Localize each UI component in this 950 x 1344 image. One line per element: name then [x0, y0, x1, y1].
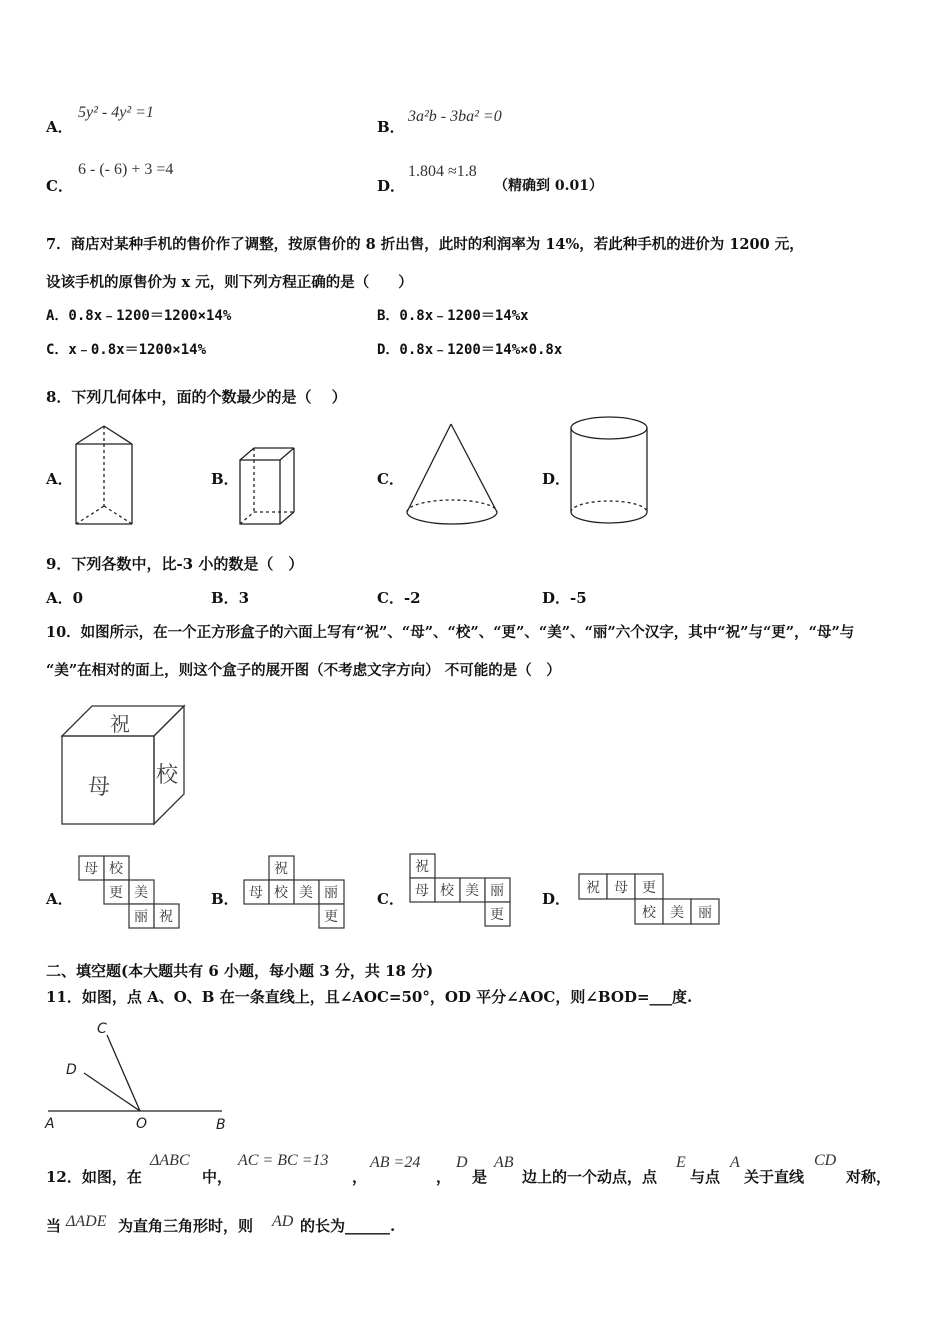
triangular-prism-figure [70, 420, 138, 528]
net-c-char: 丽 [490, 883, 504, 899]
q8-stem: 8．下列几何体中，面的个数最少的是（ ） [46, 388, 347, 406]
q12-point-a: A [730, 1154, 740, 1171]
q10-stem-line2: “美”在相对的面上，则这个盒子的展开图（不考虑文字方向） 不可能的是（ ） [46, 662, 561, 679]
q6-option-b-expr: 3a²b - 3ba² =0 [408, 108, 502, 125]
q12-comma-1: ， [352, 1168, 368, 1186]
q12-segment-ab: AB [494, 1154, 514, 1171]
q12-segment-ad: AD [272, 1213, 294, 1230]
net-c-char: 祝 [415, 859, 429, 875]
q10-label-c: C． [377, 890, 404, 908]
cylinder-figure [567, 412, 653, 530]
q9-option-a: A．0 [46, 589, 84, 607]
net-a-char: 祝 [159, 909, 173, 925]
q10-label-b: B． [211, 890, 239, 908]
net-c-figure [409, 853, 513, 931]
q12-text-dang: 当 [46, 1217, 62, 1235]
q8-label-d: D． [542, 470, 571, 488]
net-b-char: 更 [324, 909, 338, 925]
cube-figure [58, 702, 188, 828]
q12-answer-blank: 的长为______. [300, 1217, 396, 1235]
net-b-char: 美 [299, 885, 313, 901]
q8-label-b: B． [211, 470, 239, 488]
point-c-label: C [97, 1021, 107, 1037]
net-c-char: 母 [415, 883, 429, 899]
net-a-char: 美 [134, 885, 148, 901]
q12-point-e: E [676, 1154, 686, 1171]
q12-text-moving-point: 边上的一个动点，点 [522, 1168, 658, 1186]
net-a-char: 更 [109, 885, 123, 901]
net-d-figure [578, 873, 720, 929]
q6-option-d-expr: 1.804 ≈1.8 [408, 163, 477, 180]
q6-option-d-note: （精确到 0.01） [494, 178, 603, 194]
q9-option-d: D．-5 [542, 589, 587, 607]
q12-triangle-abc: ΔABC [150, 1152, 190, 1169]
q7-stem-line1: 7．商店对某种手机的售价作了调整，按原售价的 8 折出售，此时的利润率为 14%，若此种手机的进价为 1200 元， [46, 236, 804, 253]
net-b-figure [243, 855, 347, 931]
q12-eq-ac-bc: AC = BC =13 [238, 1152, 329, 1169]
net-b-char: 丽 [324, 885, 338, 901]
q9-option-b: B．3 [211, 589, 250, 607]
q7-option-c: C．x﹣0.8x＝1200×14% [46, 342, 207, 358]
net-d-char: 校 [642, 905, 656, 921]
q12-text-symmetric-line: 关于直线 [744, 1168, 805, 1186]
q10-stem-line1: 10．如图所示，在一个正方形盒子的六面上写有“祝”、“母”、“校”、“更”、“美”、“丽”六个汉字，其中“祝”与“更”，“母”与 [46, 624, 855, 641]
q12-line-cd: CD [814, 1152, 837, 1169]
q12-comma-2: ， [436, 1168, 452, 1186]
q12-prefix: 12．如图，在 [46, 1168, 142, 1186]
net-d-char: 祝 [586, 880, 600, 896]
q12-triangle-ade: ΔADE [66, 1213, 107, 1230]
q10-label-d: D． [542, 890, 571, 908]
q8-label-a: A． [46, 470, 73, 488]
net-a-char: 校 [109, 861, 123, 877]
net-c-char: 更 [490, 907, 504, 923]
q6-option-d-label: D． [377, 177, 406, 195]
q6-option-c-label: C． [46, 177, 73, 195]
cube-front-face: 母 [88, 775, 111, 800]
cube-side-face: 校 [156, 763, 179, 788]
net-b-char: 母 [249, 885, 263, 901]
q6-option-c-expr: 6 - (- 6) + 3 =4 [78, 161, 174, 178]
rectangular-prism-figure [236, 444, 298, 528]
point-o-label: O [136, 1116, 148, 1132]
q11-angle-figure [40, 1018, 232, 1134]
net-b-char: 祝 [274, 861, 288, 877]
net-d-char: 更 [642, 880, 656, 896]
net-a-char: 母 [84, 861, 98, 877]
q6-option-a-label: A． [46, 118, 73, 136]
q12-text-duicheng: 对称， [846, 1168, 892, 1186]
net-c-char: 美 [465, 883, 479, 899]
q12-text-zhong: 中， [202, 1168, 233, 1186]
q12-point-d: D [456, 1154, 468, 1171]
q10-label-a: A． [46, 890, 73, 908]
q9-option-c: C．-2 [377, 589, 421, 607]
net-a-figure [78, 855, 182, 931]
point-d-label: D [66, 1062, 77, 1078]
q6-option-b-label: B． [377, 118, 405, 136]
point-a-label: A [45, 1116, 55, 1132]
q8-label-c: C． [377, 470, 404, 488]
net-d-char: 丽 [698, 905, 712, 921]
q11-stem: 11．如图，点 A、O、B 在一条直线上，且∠AOC=50°，OD 平分∠AOC，则∠BOD=___度. [46, 988, 693, 1006]
q6-option-a-expr: 5y² - 4y² =1 [78, 104, 154, 121]
q7-option-a: A．0.8x﹣1200＝1200×14% [46, 308, 232, 324]
net-b-char: 校 [274, 885, 288, 901]
q9-stem: 9．下列各数中，比-3 小的数是（ ） [46, 555, 304, 573]
net-a-char: 丽 [134, 909, 148, 925]
net-c-char: 校 [440, 883, 454, 899]
cone-figure [402, 420, 504, 528]
q12-eq-ab: AB =24 [370, 1154, 421, 1171]
q7-stem-line2: 设该手机的原售价为 x 元，则下列方程正确的是（ ） [46, 274, 413, 291]
net-d-char: 母 [614, 880, 628, 896]
section-2-title: 二、填空题(本大题共有 6 小题，每小题 3 分，共 18 分) [46, 962, 434, 980]
q12-text-shi: 是 [472, 1168, 488, 1186]
net-d-char: 美 [670, 905, 684, 921]
cube-top-face: 祝 [110, 712, 130, 736]
q7-option-b: B．0.8x﹣1200＝14%x [377, 308, 529, 324]
q12-text-yudian: 与点 [690, 1168, 721, 1186]
q7-option-d: D．0.8x﹣1200＝14%×0.8x [377, 342, 563, 358]
point-b-label: B [216, 1117, 226, 1133]
q12-text-right-triangle: 为直角三角形时，则 [118, 1217, 254, 1235]
